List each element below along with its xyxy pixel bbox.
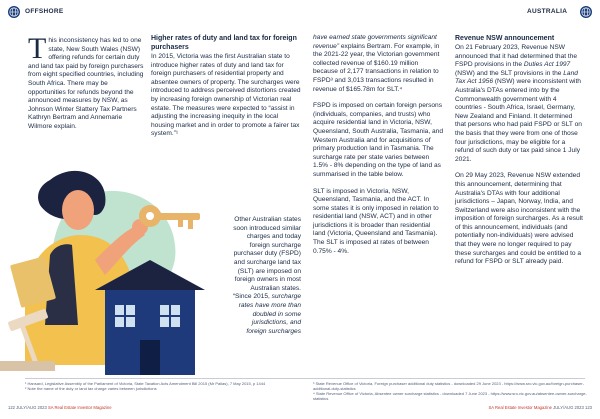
issue-left: JULY/AUG 2023: [16, 405, 47, 410]
paragraph-may-announcement: On 29 May 2023, Revenue NSW extended this announcement, determining that Australia's DTAs with four additional jurisdictions – Japan, Norway, India, and Switzerland were also inconsistent with the imposition of foreign surcharges. As a result of this announcement, individuals (and potentially non-individuals) were advised that they were no longer required to pay these surcharges and could be entitled to a refund for FSPD or SLT already paid.: [455, 172, 583, 266]
land-tax-act: Land Tax Act 1956: [455, 69, 578, 86]
magazine-name-right: SA Real Estate Investor Magazine: [488, 405, 552, 410]
revenue-quote: have earned state governments significant revenue”: [313, 34, 437, 50]
revenue-text: explains Bertram. For example, in the 2021-22 year, the Victorian government collected revenue of $160.19 million because of 2,177 transactions in relation to FSPD³ and 3,013 transactions resulted in revenue of $165.78m for SLT.⁴: [313, 42, 440, 93]
paragraph-other-states: [231, 216, 301, 336]
intro-paragraph: [28, 32, 146, 132]
heading-revenue-nsw: Revenue NSW announcement: [455, 35, 555, 42]
footnote-3: ³ State Revenue Office of Victoria, Foreign purchaser additional duty statistics - downloaded 29 June 2023 - https://www.sro.vic.gov.au/foreign-purchaser-additional-duty-statistics: [313, 381, 585, 391]
issue-right: JULY/AUG 2023: [553, 405, 584, 410]
magazine-name-left: SA Real Estate Investor Magazine: [48, 405, 112, 410]
section-label-offshore: OFFSHORE: [25, 8, 64, 15]
page-number-right: 123: [585, 405, 592, 410]
column-other-states: [231, 216, 301, 344]
intro-text: his inconsistency has led to one state, New South Wales (NSW) offering refunds for certain duty and land tax paid by foreign purchasers from eight specified countries, including South Africa. There may be opportunities for refunds beyond the announced measures by NSW, as Johnson Winter Slattery Tax Partners Kathryn Bertram and Annemarie Wilmore explain.: [28, 37, 144, 130]
paragraph-feb-announcement: [455, 44, 585, 164]
other-states-text: Other Australian states soon introduced similar charges and today foreign surcharge purchaser duty (FSPD) and surcharge land tax (SLT) are imposed on foreign owners in most Australian states. “Since 2015,: [232, 216, 301, 301]
heading-higher-rates: Higher rates of duty and land tax for foreign purchasers: [151, 35, 297, 51]
feb-text-a: On 21 February 2023, Revenue NSW announced that it had determined that the FSPD provisions in the: [455, 44, 578, 69]
column-revenue-nsw: [455, 34, 585, 275]
footnote-1: ¹ Hansard, Legislative Assembly of the Parliament of Victoria, State Taxation Acts Amendment Bill 2015 (Mr Pallas), 7 May 2015, p 1444: [25, 381, 266, 386]
footnote-divider: [25, 378, 585, 379]
intro-column: [28, 32, 146, 140]
feb-text-b: (NSW) and the SLT provisions in the: [455, 69, 564, 77]
column-fspd: [313, 34, 443, 264]
footnote-4: ⁴ State Revenue Office of Victoria, Absentee owner surcharge statistics - downloaded 7 June 2023 - https://www.sro.vic.gov.au/absentee-owner-surcharge-statistics: [313, 391, 587, 401]
dropcap: T: [28, 32, 47, 65]
section-label-australia: AUSTRALIA: [527, 8, 568, 15]
globe-icon: [8, 6, 20, 18]
footer-left: [8, 405, 112, 410]
page-number-left: 122: [8, 405, 15, 410]
feb-text-c: (NSW) were inconsistent with Australia's DTAs entered into by the Commonwealth government with 4 countries - South Africa, Israel, Germany, New Zealand and Finland. It determined that persons who had paid FSPD or SLT on the basis that they were from one of those four jurisdictions, may be eligible for a refund of such duty or tax paid since 1 July 2021.: [455, 78, 582, 163]
footnotes-right: [313, 381, 588, 401]
paragraph-fspd: FSPD is imposed on certain foreign persons (individuals, companies, and trusts) who acquire residential land in Victoria, NSW, Queensland, South Australia, Tasmania, and Western Australia and for acquisitions of primary production land in Tasmania. The surcharge rate per state varies between 1.5% - 8% depending on the type of land as summarised in the table below.: [313, 102, 444, 178]
paragraph-slt: SLT is imposed in Victoria, NSW, Queensland, Tasmania, and the ACT. In some states it is only imposed in relation to residential land (NSW, ACT) and in other jurisdictions it is broader than residential land (Victoria, Queensland and Tasmania). The SLT is imposed at rates of between 0.75% - 4%.: [313, 187, 439, 255]
face: [62, 190, 94, 230]
page-header: [0, 0, 600, 30]
paragraph-revenue: [313, 34, 443, 94]
globe-icon: [580, 6, 592, 18]
column-higher-rates: [151, 34, 301, 147]
illustration-woman-with-key-and-house: [0, 165, 215, 378]
duties-act: Duties Act 1997: [523, 61, 571, 69]
footnote-2: ² Note the name of the duty or land tax charge varies between jurisdictions: [25, 386, 157, 391]
footnotes-left: [25, 381, 295, 391]
other-states-quote: surcharge rates have more than doubled in some jurisdictions, and foreign surcharges: [238, 293, 301, 335]
footer-right: [488, 405, 592, 410]
paragraph-victoria-2015: In 2015, Victoria was the first Australian state to introduce higher rates of duty and land tax for foreign purchasers of residential property and absentee owners of property. The surcharges were introduced to address perceived distortions created by increasing foreign ownership of Victorian real estate. The measures were expected to “assist in adjusting the increasing inequity in the local housing market and in order to promote a fairer tax system.”¹: [151, 53, 301, 138]
